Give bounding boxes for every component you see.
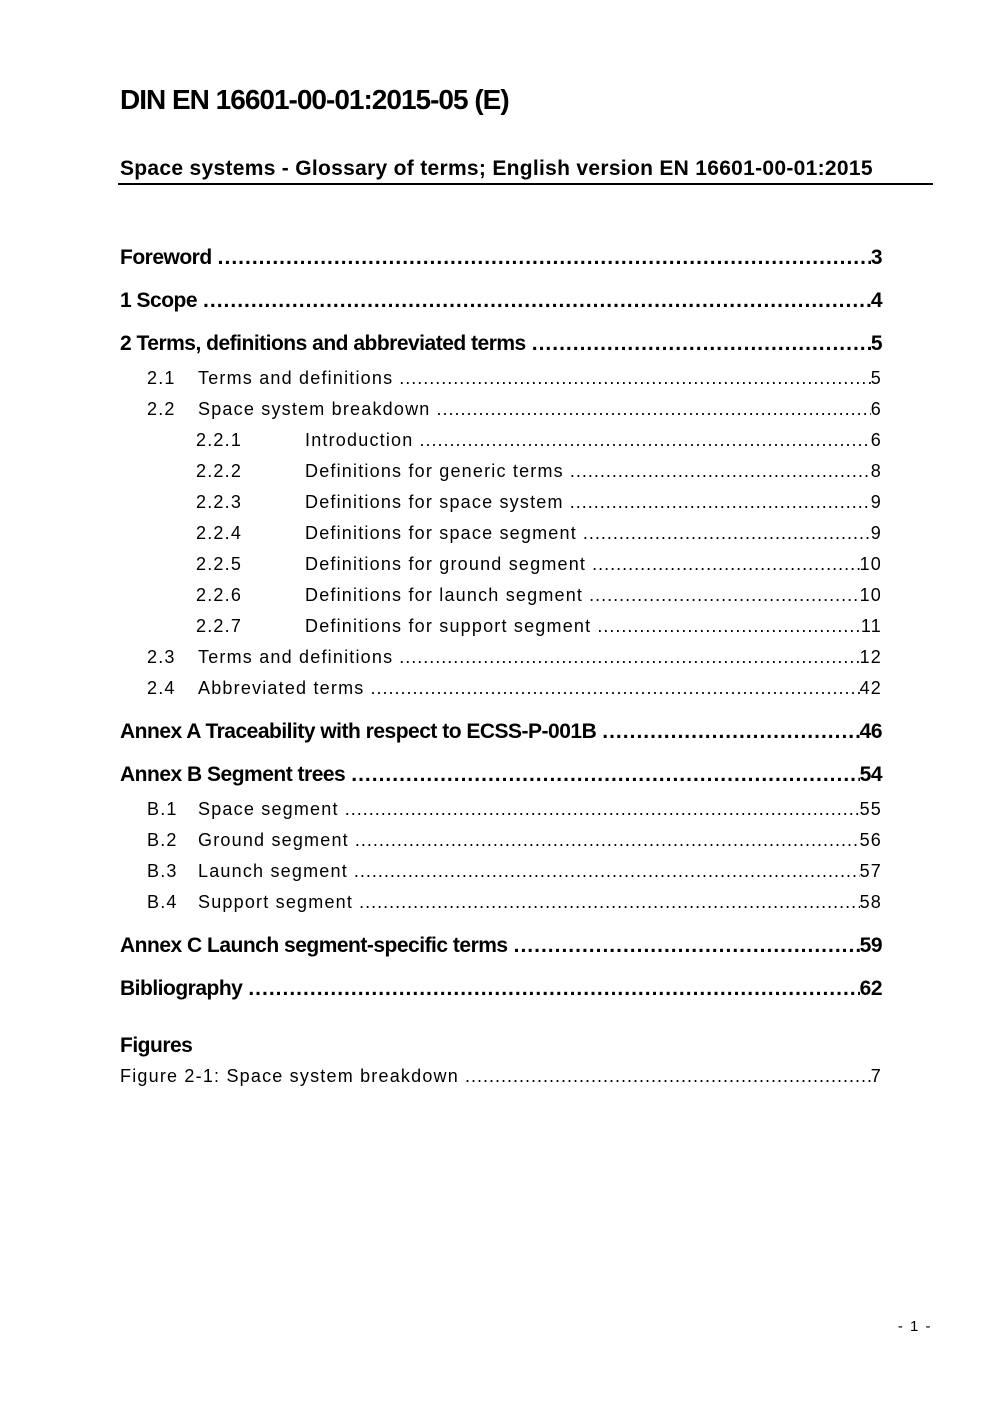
- toc-entry-number: 2.2.7: [196, 616, 243, 636]
- toc-entry: [120, 549, 882, 580]
- toc-entry-page-number: 54: [859, 763, 882, 786]
- toc-leader-dots: [393, 363, 870, 394]
- toc-entry-number: B.3: [147, 861, 178, 881]
- toc-entry-page-number: 57: [859, 861, 882, 881]
- toc-leader-dots: [197, 285, 871, 316]
- toc-leader-dots: [413, 425, 870, 456]
- toc-entry-number: 2.2.3: [196, 492, 243, 512]
- toc-entry-page-number: 12: [859, 647, 882, 667]
- toc-entry: [120, 759, 882, 790]
- toc-entry: [120, 394, 882, 425]
- toc-entry: [120, 716, 882, 747]
- toc-entry-label: Figure 2-1: Space system breakdown: [120, 1066, 459, 1086]
- toc-leader-dots: [583, 580, 859, 611]
- toc-leader-dots: [586, 549, 859, 580]
- toc-entry: [120, 328, 882, 359]
- toc-entry: [120, 580, 882, 611]
- toc-entry-page-number: 56: [859, 830, 882, 850]
- toc-entry-number: 2.2.1: [196, 430, 243, 450]
- toc-entry-page-number: 58: [859, 892, 882, 912]
- toc-leader-dots: [508, 930, 860, 961]
- toc-entry-page-number: 7: [870, 1066, 882, 1086]
- toc-entry-label: Definitions for space system: [305, 492, 564, 512]
- toc-entry-page-number: 55: [859, 799, 882, 819]
- toc-entry: [120, 973, 882, 1004]
- toc-entry-page-number: 5: [870, 332, 882, 355]
- toc-leader-dots: [591, 611, 861, 642]
- toc-entry: [120, 611, 882, 642]
- toc-leader-dots: [459, 1061, 871, 1092]
- figures-section-heading: Figures: [120, 1034, 193, 1057]
- toc-entry-page-number: 11: [860, 616, 882, 636]
- toc-leader-dots: [212, 242, 871, 273]
- toc-figure-entry: [120, 1061, 882, 1092]
- toc-entry: [120, 856, 882, 887]
- toc-entry-label: 2 Terms, definitions and abbreviated terms: [120, 332, 526, 355]
- toc-entry-number: 2.2.4: [196, 523, 243, 543]
- toc-entry-page-number: 6: [870, 430, 882, 450]
- toc-entry-number: 2.4: [147, 678, 176, 698]
- page-number-footer: - 1 -: [897, 1318, 932, 1335]
- toc-entry-page-number: 8: [870, 461, 882, 481]
- toc-entry: [120, 825, 882, 856]
- toc-entry-label: Space system breakdown: [198, 399, 431, 419]
- toc-entry-number: 2.2.5: [196, 554, 243, 574]
- toc-entry: [120, 242, 882, 273]
- toc-entry-label: Abbreviated terms: [198, 678, 365, 698]
- toc-leader-dots: [348, 856, 860, 887]
- toc-entry: [120, 673, 882, 704]
- toc-entry-page-number: 9: [870, 523, 882, 543]
- toc-leader-dots: [345, 759, 859, 790]
- toc-leader-dots: [393, 642, 859, 673]
- toc-leader-dots: [242, 973, 859, 1004]
- toc-entry-label: 1 Scope: [120, 289, 198, 312]
- toc-entry-page-number: 10: [859, 554, 882, 574]
- toc-entry-page-number: 46: [859, 720, 882, 743]
- toc-leader-dots: [431, 394, 871, 425]
- toc-entry: [120, 930, 882, 961]
- toc-entry-label: Annex C Launch segment-specific terms: [120, 934, 508, 957]
- toc-leader-dots: [564, 487, 871, 518]
- toc-entry-label: Definitions for support segment: [305, 616, 592, 636]
- toc-entry: [120, 285, 882, 316]
- toc-entry-number: 2.2.6: [196, 585, 243, 605]
- toc-entry-page-number: 10: [859, 585, 882, 605]
- toc-entry-number: 2.3: [147, 647, 176, 667]
- toc-entry-label: Definitions for ground segment: [305, 554, 587, 574]
- toc-leader-dots: [339, 794, 860, 825]
- toc-entry-label: Terms and definitions: [198, 647, 394, 667]
- toc-entry: [120, 642, 882, 673]
- toc-entry-label: Terms and definitions: [198, 368, 394, 388]
- toc-leader-dots: [349, 825, 860, 856]
- toc-entry: [120, 363, 882, 394]
- toc-leader-dots: [577, 518, 871, 549]
- title-underline-rule: [118, 183, 933, 185]
- toc-entry-label: Bibliography: [120, 977, 243, 1000]
- toc-entry-label: Introduction: [305, 430, 414, 450]
- toc-entry-page-number: 62: [859, 977, 882, 1000]
- document-standard-number: DIN EN 16601-00-01:2015-05 (E): [120, 84, 509, 115]
- toc-leader-dots: [364, 673, 859, 704]
- toc-entry: [120, 456, 882, 487]
- toc-entry-number: 2.2.2: [196, 461, 243, 481]
- toc-entry: [120, 887, 882, 918]
- toc-entry-label: Launch segment: [198, 861, 348, 881]
- toc-leader-dots: [564, 456, 871, 487]
- toc-entry-label: Definitions for launch segment: [305, 585, 584, 605]
- toc-entry-label: Foreword: [120, 246, 212, 269]
- toc-entry-label: Ground segment: [198, 830, 349, 850]
- toc-entry: [120, 518, 882, 549]
- toc-entry-page-number: 5: [870, 368, 882, 388]
- toc-entry-page-number: 59: [859, 934, 882, 957]
- toc-entry-number: B.1: [147, 799, 178, 819]
- table-of-contents: [120, 230, 882, 1092]
- toc-entry-page-number: 6: [870, 399, 882, 419]
- toc-entry-label: Definitions for space segment: [305, 523, 577, 543]
- document-title: Space systems - Glossary of terms; English version EN 16601-00-01:2015: [120, 157, 873, 180]
- toc-leader-dots: [526, 328, 871, 359]
- toc-entry: [120, 487, 882, 518]
- toc-entry-number: 2.2: [147, 399, 176, 419]
- toc-entry-number: B.4: [147, 892, 178, 912]
- toc-entry-page-number: 42: [859, 678, 882, 698]
- toc-leader-dots: [596, 716, 859, 747]
- toc-entry-label: Space segment: [198, 799, 339, 819]
- toc-entry-page-number: 9: [870, 492, 882, 512]
- toc-entry-page-number: 4: [870, 289, 882, 312]
- toc-entry-label: Annex A Traceability with respect to ECSS-P-001B: [120, 720, 597, 743]
- toc-entry-number: 2.1: [147, 368, 176, 388]
- toc-entry-page-number: 3: [870, 246, 882, 269]
- toc-entry-label: Annex B Segment trees: [120, 763, 346, 786]
- toc-entry-label: Definitions for generic terms: [305, 461, 564, 481]
- toc-leader-dots: [353, 887, 859, 918]
- toc-entry: [120, 794, 882, 825]
- toc-entry-label: Support segment: [198, 892, 354, 912]
- toc-entry-number: B.2: [147, 830, 178, 850]
- toc-entry: [120, 425, 882, 456]
